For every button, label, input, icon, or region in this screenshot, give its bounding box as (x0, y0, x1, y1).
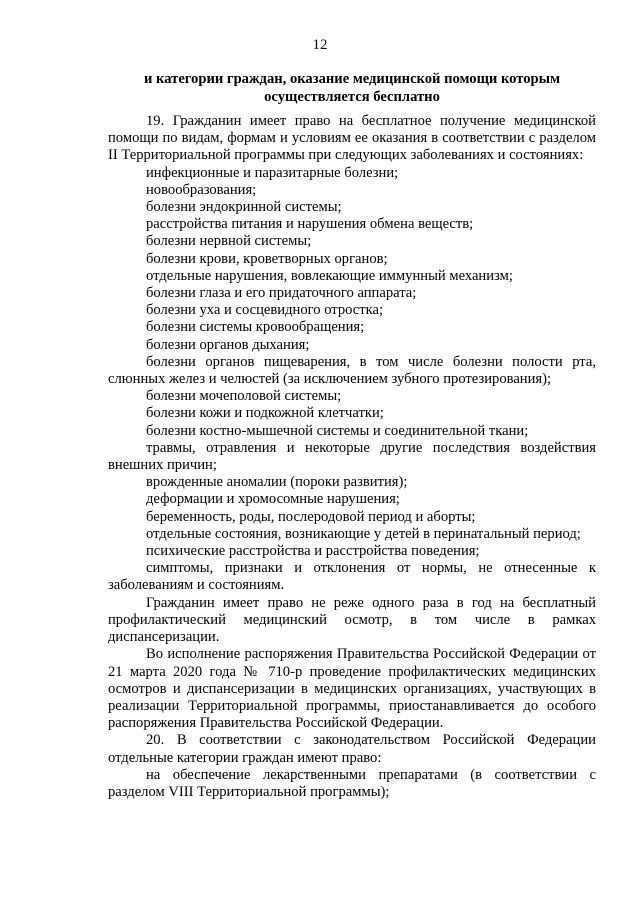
list-item: болезни системы кровообращения; (146, 319, 365, 336)
list-item: Гражданин имеет право не реже одного раза в год на бесплатный профилактический медицинский осмотр, в том числе в рамках диспансеризации. (108, 594, 596, 646)
list-item: врожденные аномалии (пороки развития); (146, 474, 408, 491)
list-item: отдельные состояния, возникающие у детей в перинатальный период; (146, 525, 581, 542)
paragraph: 19. Гражданин имеет право на бесплатное получение медицинской помощи по видам, формам и условиям ее оказания в соответствии с разделом II Территориальной программы при следующих заболеваниях и состояниях: (108, 113, 596, 164)
paragraph: 20. В соответствии с законодательством Российской Федерации отдельные категории граждан имеют право: (108, 732, 596, 766)
paragraph: Во исполнение распоряжения Правительства Российской Федерации от 21 марта 2020 года № 710-р проведение профилактических медицинских осмотров и диспансеризации в медицинских организациях, участвующих в реализации Территориальной программы, приостанавливается до особого распоряжения Правительства Российской Федерации. (108, 646, 596, 732)
list-item: симптомы, признаки и отклонения от нормы, не отнесенные к заболеваниям и состояниям. (108, 560, 596, 594)
list-item: болезни мочеполовой системы; (146, 388, 342, 405)
list-item: психические расстройства и расстройства поведения; (146, 543, 480, 560)
list-item: новообразования; (146, 181, 257, 198)
list-item: беременность, роды, послеродовой период и аборты; (146, 508, 476, 525)
list-item: отдельные нарушения, вовлекающие иммунный механизм; (146, 267, 513, 284)
list-item: травмы, отравления и некоторые другие последствия воздействия внешних причин; (108, 439, 596, 474)
document-body (108, 113, 596, 801)
list-item: инфекционные и паразитарные болезни; (146, 164, 399, 181)
list-item: болезни органов дыхания; (146, 336, 310, 353)
paragraph: на обеспечение лекарственными препаратами (в соответствии с разделом VIII Территориальной программы); (108, 766, 596, 800)
page-number: 12 (312, 37, 328, 53)
list-item: болезни костно-мышечной системы и соединительной ткани; (146, 422, 529, 439)
list-item: болезни нервной системы; (146, 233, 312, 250)
list-item: болезни уха и сосцевидного отростка; (146, 302, 384, 319)
list-item: деформации и хромосомные нарушения; (146, 491, 400, 508)
list-item: болезни органов пищеварения, в том числе болезни полости рта, слюнных желез и челюстей (за исключением зубного протезирования); (108, 353, 596, 388)
list-item: болезни кожи и подкожной клетчатки; (146, 405, 384, 422)
section-heading: и категории граждан, оказание медицинской помощи которым осуществляется бесплатно (143, 71, 561, 105)
list-item: болезни крови, кроветворных органов; (146, 250, 388, 267)
list-item: болезни глаза и его придаточного аппарата; (146, 285, 417, 302)
list-item: болезни эндокринной системы; (146, 199, 342, 216)
list-item: расстройства питания и нарушения обмена веществ; (146, 216, 474, 233)
